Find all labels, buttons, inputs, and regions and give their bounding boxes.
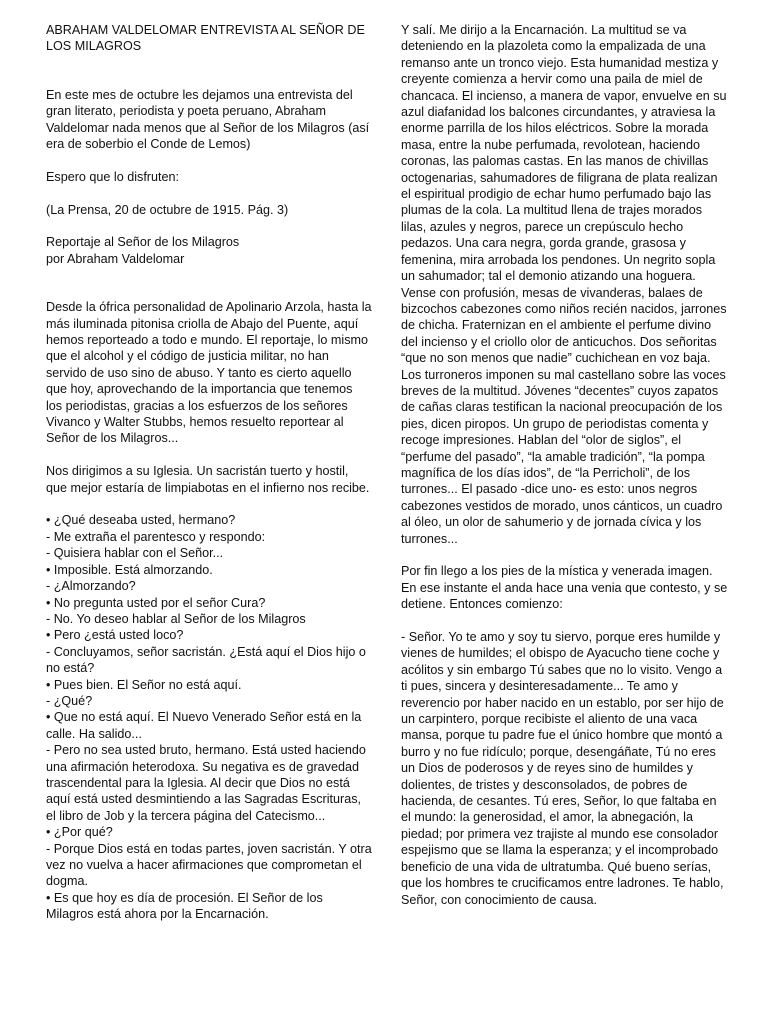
- dialogue-line: - ¿Qué?: [46, 693, 93, 708]
- source-citation: (La Prensa, 20 de octubre de 1915. Pág. 3): [46, 202, 289, 217]
- dialogue-line: • Es que hoy es día de procesión. El Señor de los Milagros está ahora por la Encarnación.: [46, 890, 323, 922]
- dialogue-line: - ¿Almorzando?: [46, 579, 136, 594]
- body-paragraph: Y salí. Me dirijo a la Encarnación. La multitud se va deteniendo en la plazoleta como la empalizada de una remanso ante un tronco viejo. Esta humanidad mestiza y creyente comienza a hervir como una paila de miel de chancaca. El incienso, a manera de vapor, envuelve en su azul diafanidad los balcones circundantes, y atraviesa la enorme parrilla de los hilos eléctricos. Sobre la morada masa, entre la nube perfumada, revolotean, haciendo coronas, las palomas castas. En las manos de chivillas octogenarias, sahumadores de filigrana de plata realizan el espiritual prodigio de echar humo perfumado bajo las plumas de la cola. La multitud llena de trajes morados lilas, azules y negros, parece un crepúsculo hecho pedazos. Una cara negra, gorda grande, grasosa y femenina, mira arrobada los pendones. Un negrito sopla un sahumador; tal el demonio atizando una hoguera. Vense con profusión, mesas de vivanderas, balaes de bizcochos cabezones como niños recién nacidos, jarrones de chicha. Fraternizan en el ambiente el perfume divino del incienso y el criollo olor de anticuchos. Dos señoritas “que no son menos que nadie” cuchichean en voz baja. Los turroneros imponen su mal castellano sobre las voces breves de la multitud. Jóvenes “decentes” cuyos zapatos de cañas claras testifican la nacional preocupación de los pies, dicen piropos. Un grupo de periodistas comenta y recoge impresiones. Hablan del “olor de siglos”, el “perfume del pasado”, “la amable tradición”, “la pompa magnífica de los días idos”, de “la Perricholi”, de los turrones... El pasado -dice uno- es esto: unos negros cabezones vestidos de morado, unos cánticos, un cuadro al óleo, un olor de sahumerio y de jornada cívica y los turrones...: [401, 23, 727, 546]
- dialogue-line: - Me extraña el parentesco y respondo:: [46, 529, 266, 544]
- body-paragraph: Desde la ófrica personalidad de Apolinario Arzola, hasta la más iluminada pitonisa criolla de Abajo del Puente, aquí hemos reporteado a todo e mundo. El reportaje, lo mismo que el alcohol y el código de justicia militar, no han servido de uso sino de abuso. Y tanto es cierto aquello que hoy, aprovechando de la importancia que tenemos los periodistas, gracias a los esfuerzos de los señores Vivanco y Walter Stubbs, hemos resuelto reportear al Señor de los Milagros...: [46, 300, 372, 446]
- dialogue-line: - No. Yo deseo hablar al Señor de los Milagros: [46, 611, 306, 626]
- byline: por Abraham Valdelomar: [46, 251, 185, 266]
- enjoy-line: Espero que lo disfruten:: [46, 169, 180, 184]
- dialogue-line: • ¿Por qué?: [46, 825, 113, 840]
- intro-paragraph: En este mes de octubre les dejamos una entrevista del gran literato, periodista y poeta peruano, Abraham Valdelomar nada menos que al Señor de los Milagros (así era de soberbio el Conde de Lemos): [46, 87, 370, 152]
- dialogue-line: - Quisiera hablar con el Señor...: [46, 546, 224, 561]
- dialogue-block: [46, 512, 372, 922]
- dialogue-line: • Que no está aquí. El Nuevo Venerado Señor está en la calle. Ha salido...: [46, 710, 362, 741]
- dialogue-line: • Pero ¿está usted loco?: [46, 628, 184, 643]
- dialogue-line: - Pero no sea usted bruto, hermano. Está usted haciendo una afirmación heterodoxa. Su negativa es de gravedad trascendental para la Iglesia. Al decir que Dios no está aquí está usted desmintiendo a las Sagradas Escrituras, el libro de Job y la tercera página del Catecismo...: [46, 743, 366, 823]
- report-title: Reportaje al Señor de los Milagros: [46, 235, 240, 250]
- right-column: [401, 22, 729, 908]
- left-column: [46, 22, 372, 923]
- body-paragraph: Nos dirigimos a su Iglesia. Un sacristán tuerto y hostil, que mejor estaría de limpiabotas en el infierno nos recibe.: [46, 464, 370, 495]
- dialogue-line: • Imposible. Está almorzando.: [46, 562, 213, 577]
- dialogue-line: - Porque Dios está en todas partes, joven sacristán. Y otra vez no vuelva a hacer afirmaciones que comprometan el dogma.: [46, 841, 372, 889]
- dialogue-line: - Concluyamos, señor sacristán. ¿Está aquí el Dios hijo o no está?: [46, 644, 366, 676]
- dialogue-line: • ¿Qué deseaba usted, hermano?: [46, 513, 236, 528]
- body-paragraph: - Señor. Yo te amo y soy tu siervo, porque eres humilde y vienes de humildes; el obispo de Ayacucho tiene coche y acólitos y sin embargo Tú sabes que no lo visito. Vengo a ti pues, sincera y desinteresadamente... Te amo y reverencio por haber nacido en un establo, por ser hijo de un carpintero, porque recibiste el aliento de una vaca mansa, porque tu padre fue el único hombre que montó a burro y no fue ridículo; porque, desengáñate, Tú no eres un Dios de poderosos y de reyes sino de humildes y dolientes, de tristes y desconsolados, de pobres de hacienda, de cesantes. Tú eres, Señor, lo que faltaba en el mundo: la generosidad, el amor, la abnegación, la piedad; por primera vez trajiste al mundo ese consolador espejismo que se llama la esperanza; y el incomprobado beneficio de una vida de ultratumba. Qué bueno serías, que los hombres te crucificamos entre ladrones. Te hablo, Señor, con conocimiento de causa.: [401, 630, 724, 907]
- dialogue-line: • Pues bien. El Señor no está aquí.: [46, 677, 242, 692]
- dialogue-line: • No pregunta usted por el señor Cura?: [46, 595, 266, 610]
- body-paragraph: Por fin llego a los pies de la mística y venerada imagen. En ese instante el anda hace una venia que contesto, y se detiene. Entonces comienzo:: [401, 564, 728, 612]
- article-title: ABRAHAM VALDELOMAR ENTREVISTA AL SEÑOR DE LOS MILAGROS: [46, 23, 365, 54]
